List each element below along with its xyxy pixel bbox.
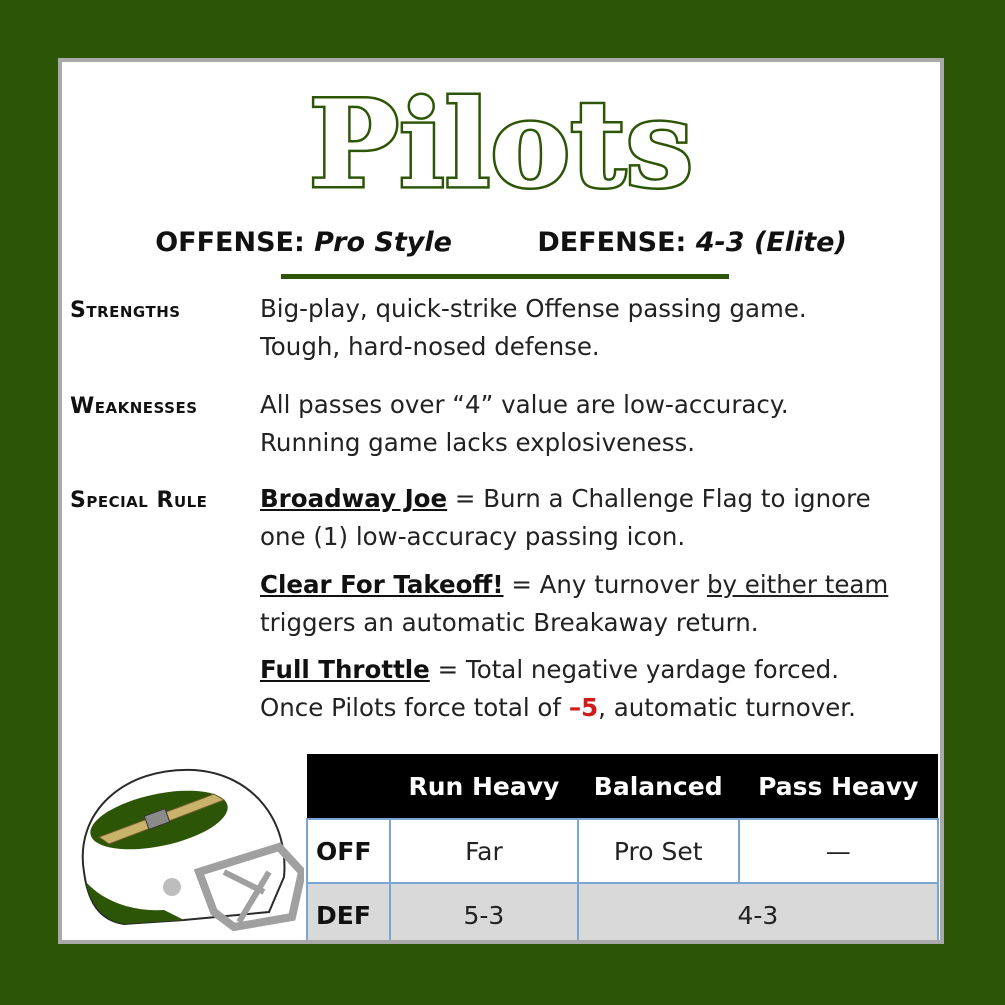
table-header: Balanced	[578, 754, 739, 819]
rule-text: Once Pilots force total of	[260, 693, 569, 722]
row-label-def: DEF	[307, 883, 390, 944]
team-title	[62, 74, 940, 204]
rule-emphasis: by either team	[706, 570, 889, 599]
team-card	[58, 58, 944, 944]
weaknesses-line: All passes over “4” value are low-accuracy.	[260, 390, 789, 419]
special-rule-3	[260, 651, 940, 727]
strengths-text	[260, 290, 940, 366]
defense-label: DEFENSE:	[537, 227, 687, 258]
rule-text: = Any turnover	[503, 570, 707, 599]
defense-value: 4-3 (Elite)	[695, 227, 847, 258]
schemes-line	[62, 227, 940, 258]
strengths-line: Tough, hard-nosed defense.	[260, 332, 600, 361]
table-header: Pass Heavy	[739, 754, 938, 819]
weaknesses-label: Weaknesses	[70, 394, 198, 419]
special-rule-2	[260, 566, 940, 642]
rule-text: = Total negative yardage forced.	[429, 655, 840, 684]
table-header	[307, 754, 390, 819]
rule-text: , automatic turnover.	[598, 693, 856, 722]
rule-name-full-throttle: Full Throttle	[260, 655, 430, 684]
weaknesses-text	[260, 386, 940, 462]
table-row	[307, 883, 938, 944]
table-cell: Far	[390, 819, 578, 883]
team-name: Pilots	[308, 74, 694, 204]
table-cell: 4-3	[578, 883, 938, 944]
rule-text: one (1) low-accuracy passing icon.	[260, 522, 686, 551]
rule-red-value: –5	[568, 693, 599, 722]
rule-name-clear-for-takeoff: Clear For Takeoff!	[260, 570, 504, 599]
strengths-line: Big-play, quick-strike Offense passing game.	[260, 294, 807, 323]
offense-value: Pro Style	[314, 227, 452, 258]
special-rule-1	[260, 480, 940, 556]
strengths-label: Strengths	[70, 298, 181, 323]
row-label-off: OFF	[307, 819, 390, 883]
table-header: Run Heavy	[390, 754, 578, 819]
weaknesses-line: Running game lacks explosiveness.	[260, 428, 696, 457]
defense-scheme	[537, 227, 846, 258]
table-header-row	[307, 754, 938, 819]
formation-table	[306, 754, 939, 944]
rule-text: = Burn a Challenge Flag to ignore	[447, 484, 871, 513]
rule-text: triggers an automatic Breakaway return.	[260, 608, 759, 637]
special-rule-label: Special Rule	[70, 488, 208, 513]
table-cell: Pro Set	[578, 819, 739, 883]
offense-scheme	[155, 227, 452, 258]
rule-name-broadway-joe: Broadway Joe	[260, 484, 448, 513]
offense-label: OFFENSE:	[155, 227, 305, 258]
helmet-icon	[64, 752, 304, 942]
table-row	[307, 819, 938, 883]
table-cell: 5-3	[390, 883, 578, 944]
table-cell: —	[739, 819, 938, 883]
divider	[281, 274, 729, 279]
